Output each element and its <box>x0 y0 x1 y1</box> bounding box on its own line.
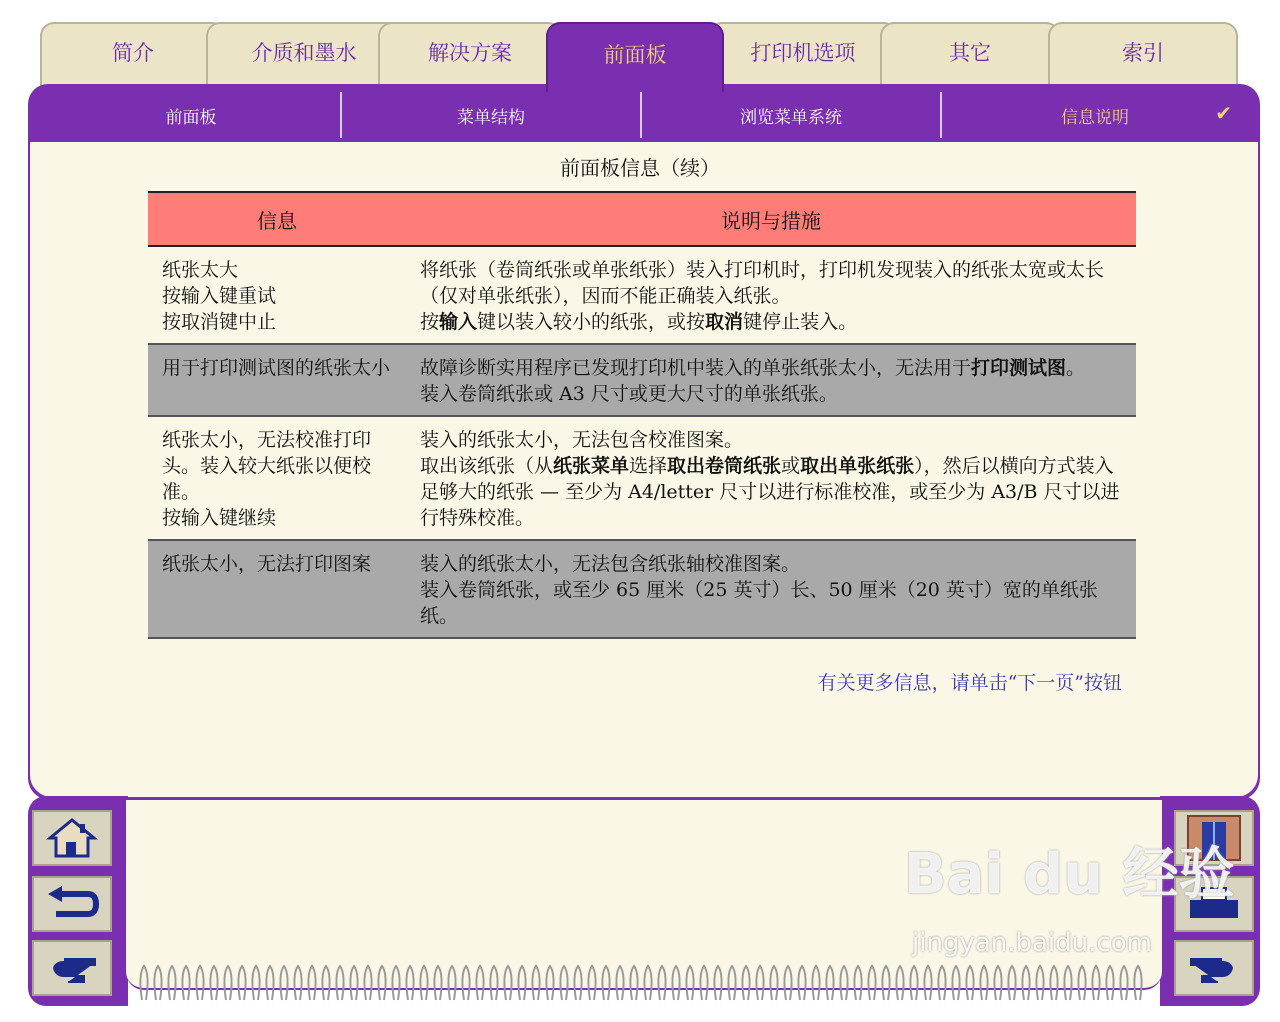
table-row <box>148 416 1136 540</box>
next-page-button[interactable] <box>1174 940 1254 996</box>
message-line: 纸张太大 <box>162 259 239 281</box>
spiral-loop <box>924 966 931 1000</box>
spiral-loop <box>224 966 231 1000</box>
menu-name: 取出卷筒纸张 <box>667 455 782 477</box>
message-line: 纸张太小，无法校准打印头。装入较大纸张以便校准。 <box>162 429 372 503</box>
spiral-loop <box>434 966 441 1000</box>
message-cell <box>148 246 406 344</box>
spiral-loop <box>896 966 903 1000</box>
spiral-loop <box>1078 966 1085 1000</box>
hand-pointer-left-icon <box>44 948 100 988</box>
spiral-loop <box>672 966 679 1000</box>
tab-label: 索引 <box>1122 41 1164 65</box>
spiral-loop <box>994 966 1001 1000</box>
spiral-loop <box>308 966 315 1000</box>
sub-navigation <box>42 92 1248 138</box>
text: 键停止装入。 <box>743 311 858 333</box>
table-row <box>148 344 1136 416</box>
subnav-label: 前面板 <box>165 107 217 128</box>
spiral-loop <box>1134 966 1141 1000</box>
message-line: 纸张太小，无法打印图案 <box>162 553 372 575</box>
description-text <box>420 453 1122 531</box>
spiral-binding <box>136 960 1156 1004</box>
header-message: 信息 <box>257 208 297 233</box>
spiral-loop <box>756 966 763 1000</box>
spiral-loop <box>476 966 483 1000</box>
spiral-loop <box>154 966 161 1000</box>
subnav-messages[interactable] <box>942 92 1248 138</box>
description-text: 装入的纸张太小，无法包含校准图案。 <box>420 429 744 451</box>
checkmark-icon: ✔ <box>1215 101 1232 125</box>
subnav-front-panel[interactable] <box>42 92 342 138</box>
spiral-loop <box>336 966 343 1000</box>
spiral-loop <box>490 966 497 1000</box>
spiral-loop <box>546 966 553 1000</box>
tab-label: 前面板 <box>603 43 667 67</box>
spiral-loop <box>280 966 287 1000</box>
description-text <box>420 309 1122 335</box>
messages-table <box>148 191 1136 639</box>
home-icon <box>46 816 98 860</box>
spiral-loop <box>658 966 665 1000</box>
text: 取出该纸张（从 <box>420 455 554 477</box>
key-name: 输入 <box>439 311 478 333</box>
spiral-loop <box>784 966 791 1000</box>
tab-solutions[interactable] <box>378 22 562 88</box>
spiral-loop <box>952 966 959 1000</box>
text: 键以装入较小的纸张，或按 <box>477 311 706 333</box>
spiral-loop <box>294 966 301 1000</box>
hand-pointer-right-icon <box>1186 948 1242 988</box>
spiral-loop <box>182 966 189 1000</box>
description-cell <box>406 540 1136 638</box>
spiral-loop <box>1092 966 1099 1000</box>
spiral-loop <box>378 966 385 1000</box>
key-name: 取消 <box>705 311 744 333</box>
spiral-loop <box>742 966 749 1000</box>
tab-printer-options[interactable] <box>708 22 898 88</box>
menu-name: 纸张菜单 <box>553 455 630 477</box>
spiral-loop <box>364 966 371 1000</box>
text: 故障诊断实用程序已发现打印机中装入的单张纸张太小，无法用于 <box>420 357 972 379</box>
spiral-loop <box>518 966 525 1000</box>
spiral-loop <box>826 966 833 1000</box>
spiral-loop <box>448 966 455 1000</box>
message-line: 按取消键中止 <box>162 311 277 333</box>
home-button[interactable] <box>32 810 112 866</box>
page-title: 前面板信息（续） <box>560 156 720 180</box>
spiral-loop <box>588 966 595 1000</box>
spiral-loop <box>252 966 259 1000</box>
text: ），然后以横向方式装入足够大的纸张 — 至少为 A4/letter 尺寸以进行标准校准，或至少为 A3/B 尺寸以进行特殊校准。 <box>420 455 1120 529</box>
spiral-loop <box>210 966 217 1000</box>
previous-page-button[interactable] <box>32 940 112 996</box>
text: 或 <box>781 455 801 477</box>
spiral-loop <box>728 966 735 1000</box>
description-text: 装入的纸张太小，无法包含纸张轴校准图案。 <box>420 553 801 575</box>
spiral-loop <box>574 966 581 1000</box>
spiral-loop <box>462 966 469 1000</box>
table-header-row <box>148 192 1136 246</box>
spiral-loop <box>420 966 427 1000</box>
text: 选择 <box>629 455 668 477</box>
spiral-loop <box>560 966 567 1000</box>
spiral-loop <box>630 966 637 1000</box>
spiral-loop <box>504 966 511 1000</box>
more-info-hint: 有关更多信息，请单击“下一页”按钮 <box>817 672 1122 694</box>
subnav-label: 菜单结构 <box>457 107 525 128</box>
back-button[interactable] <box>32 876 112 932</box>
spiral-loop <box>1008 966 1015 1000</box>
tab-intro[interactable] <box>40 22 226 88</box>
tab-index[interactable] <box>1048 22 1238 88</box>
message-line: 按输入键重试 <box>162 285 277 307</box>
message-cell <box>148 344 406 416</box>
spiral-loop <box>392 966 399 1000</box>
subnav-label: 浏览菜单系统 <box>740 107 842 128</box>
spiral-loop <box>1022 966 1029 1000</box>
description-text: 将纸张（卷筒纸张或单张纸张）装入打印机时，打印机发现装入的纸张太宽或太长（仅对单张纸张），因而不能正确装入纸张。 <box>420 259 1105 307</box>
spiral-loop <box>980 966 987 1000</box>
subnav-browse-menu[interactable] <box>642 92 942 138</box>
tab-label: 介质和墨水 <box>251 41 357 65</box>
spiral-loop <box>168 966 175 1000</box>
tab-label: 打印机选项 <box>750 41 856 65</box>
spiral-loop <box>798 966 805 1000</box>
spiral-loop <box>770 966 777 1000</box>
subnav-label: 信息说明 <box>1061 107 1129 128</box>
spiral-loop <box>1036 966 1043 1000</box>
spiral-loop <box>602 966 609 1000</box>
text: 。 <box>1066 357 1086 379</box>
description-text <box>420 355 1122 381</box>
spiral-loop <box>140 966 147 1000</box>
return-icon <box>44 884 100 924</box>
spiral-loop <box>350 966 357 1000</box>
spiral-loop <box>1106 966 1113 1000</box>
description-cell <box>406 416 1136 540</box>
text: 按 <box>420 311 440 333</box>
spiral-loop <box>938 966 945 1000</box>
spiral-loop <box>238 966 245 1000</box>
spiral-loop <box>966 966 973 1000</box>
message-cell <box>148 416 406 540</box>
tab-other[interactable] <box>880 22 1060 88</box>
description-text: 装入卷筒纸张，或至少 65 厘米（25 英寸）长、50 厘米（20 英寸）宽的单纸张纸。 <box>420 579 1098 627</box>
spiral-loop <box>1050 966 1057 1000</box>
menu-name: 取出单张纸张 <box>800 455 915 477</box>
spiral-loop <box>1064 966 1071 1000</box>
spiral-loop <box>322 966 329 1000</box>
spiral-loop <box>854 966 861 1000</box>
spiral-loop <box>644 966 651 1000</box>
spiral-loop <box>700 966 707 1000</box>
spiral-loop <box>196 966 203 1000</box>
header-description: 说明与措施 <box>721 208 821 233</box>
description-text: 装入卷筒纸张或 A3 尺寸或更大尺寸的单张纸张。 <box>420 383 838 405</box>
spiral-loop <box>812 966 819 1000</box>
tab-front-panel[interactable] <box>546 22 724 92</box>
description-cell <box>406 246 1136 344</box>
spiral-loop <box>882 966 889 1000</box>
key-name: 打印测试图 <box>971 357 1067 379</box>
spiral-loop <box>686 966 693 1000</box>
spiral-loop <box>266 966 273 1000</box>
tab-label: 简介 <box>112 41 154 65</box>
spiral-loop <box>406 966 413 1000</box>
spiral-loop <box>840 966 847 1000</box>
spiral-loop <box>616 966 623 1000</box>
spiral-loop <box>1120 966 1127 1000</box>
tab-label: 其它 <box>949 41 991 65</box>
description-cell <box>406 344 1136 416</box>
spiral-loop <box>714 966 721 1000</box>
message-line: 按输入键继续 <box>162 507 277 529</box>
spiral-loop <box>532 966 539 1000</box>
table-row <box>148 246 1136 344</box>
tab-label: 解决方案 <box>428 41 512 65</box>
baidu-watermark: Bai du 经验 <box>904 842 1235 907</box>
spiral-loop <box>868 966 875 1000</box>
message-cell <box>148 540 406 638</box>
table-row <box>148 540 1136 638</box>
tab-media-ink[interactable] <box>206 22 402 88</box>
baidu-watermark-url: jingyan.baidu.com <box>912 928 1152 958</box>
message-line: 用于打印测试图的纸张太小 <box>162 357 391 379</box>
subnav-menu-structure[interactable] <box>342 92 642 138</box>
spiral-loop <box>910 966 917 1000</box>
